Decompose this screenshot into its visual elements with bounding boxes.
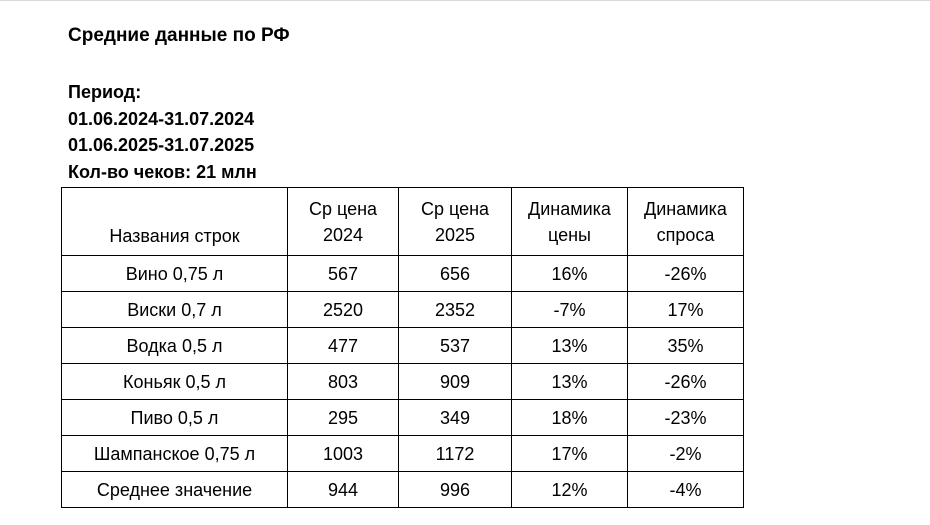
header-row-names bbox=[62, 188, 288, 256]
cell-name: Вино 0,75 л bbox=[62, 256, 288, 292]
period-info bbox=[68, 79, 257, 185]
cell-price-2024: 803 bbox=[288, 364, 399, 400]
header-demand-dynamics bbox=[628, 188, 744, 256]
cell-price-dynamics: 18% bbox=[512, 400, 628, 436]
cell-name: Коньяк 0,5 л bbox=[62, 364, 288, 400]
cell-price-dynamics: 12% bbox=[512, 472, 628, 508]
cell-price-2025: 349 bbox=[399, 400, 512, 436]
cell-price-2024: 2520 bbox=[288, 292, 399, 328]
cell-demand-dynamics: -2% bbox=[628, 436, 744, 472]
cell-demand-dynamics: -4% bbox=[628, 472, 744, 508]
table-row bbox=[62, 436, 744, 472]
period-2024: 01.06.2024-31.07.2024 bbox=[68, 108, 255, 129]
cell-name: Шампанское 0,75 л bbox=[62, 436, 288, 472]
cell-demand-dynamics: 35% bbox=[628, 328, 744, 364]
cell-name: Водка 0,5 л bbox=[62, 328, 288, 364]
header-price-2025 bbox=[399, 188, 512, 256]
header-demand-dynamics-line2: спроса bbox=[656, 224, 715, 245]
cell-price-2024: 567 bbox=[288, 256, 399, 292]
period-2025: 01.06.2025-31.07.2025 bbox=[68, 135, 255, 155]
cell-price-2024: 944 bbox=[288, 472, 399, 508]
cell-price-2025: 2352 bbox=[399, 292, 512, 328]
cell-name: Среднее значение bbox=[62, 472, 288, 508]
cell-price-2025: 996 bbox=[399, 472, 512, 508]
cell-price-2024: 1003 bbox=[288, 436, 399, 472]
cell-price-dynamics: 13% bbox=[512, 364, 628, 400]
table-header-row bbox=[62, 188, 744, 256]
cell-price-2025: 1172 bbox=[399, 436, 512, 472]
header-price-2025-line2: 2025 bbox=[434, 224, 476, 245]
table-row-average bbox=[62, 472, 744, 508]
header-demand-dynamics-line1: Динамика bbox=[644, 198, 727, 219]
header-price-dynamics-line1: Динамика bbox=[528, 198, 611, 219]
checks-count: Кол-во чеков: 21 млн bbox=[68, 161, 257, 182]
top-divider bbox=[0, 0, 930, 1]
header-price-dynamics bbox=[512, 188, 628, 256]
table-row bbox=[62, 400, 744, 436]
cell-demand-dynamics: -23% bbox=[628, 400, 744, 436]
table-row bbox=[62, 328, 744, 364]
table-row bbox=[62, 256, 744, 292]
page-title: Средние данные по РФ bbox=[68, 25, 290, 46]
header-row-names-label: Названия строк bbox=[109, 226, 240, 246]
table-row bbox=[62, 364, 744, 400]
cell-price-dynamics: 13% bbox=[512, 328, 628, 364]
cell-price-2025: 656 bbox=[399, 256, 512, 292]
period-label: Период: bbox=[68, 82, 142, 102]
cell-price-2024: 295 bbox=[288, 400, 399, 436]
cell-demand-dynamics: -26% bbox=[628, 256, 744, 292]
cell-price-dynamics: 16% bbox=[512, 256, 628, 292]
cell-price-dynamics: 17% bbox=[512, 436, 628, 472]
cell-price-2025: 909 bbox=[399, 364, 512, 400]
cell-name: Виски 0,7 л bbox=[62, 292, 288, 328]
data-table bbox=[61, 187, 744, 508]
header-price-2024-line1: Ср цена bbox=[308, 198, 378, 219]
table-row bbox=[62, 292, 744, 328]
cell-name: Пиво 0,5 л bbox=[62, 400, 288, 436]
header-price-2025-line1: Ср цена bbox=[420, 198, 490, 219]
cell-price-2024: 477 bbox=[288, 328, 399, 364]
cell-price-2025: 537 bbox=[399, 328, 512, 364]
cell-demand-dynamics: 17% bbox=[628, 292, 744, 328]
cell-price-dynamics: -7% bbox=[512, 292, 628, 328]
header-price-dynamics-line2: цены bbox=[548, 224, 591, 245]
header-price-2024-line2: 2024 bbox=[322, 224, 364, 245]
cell-demand-dynamics: -26% bbox=[628, 364, 744, 400]
header-price-2024 bbox=[288, 188, 399, 256]
